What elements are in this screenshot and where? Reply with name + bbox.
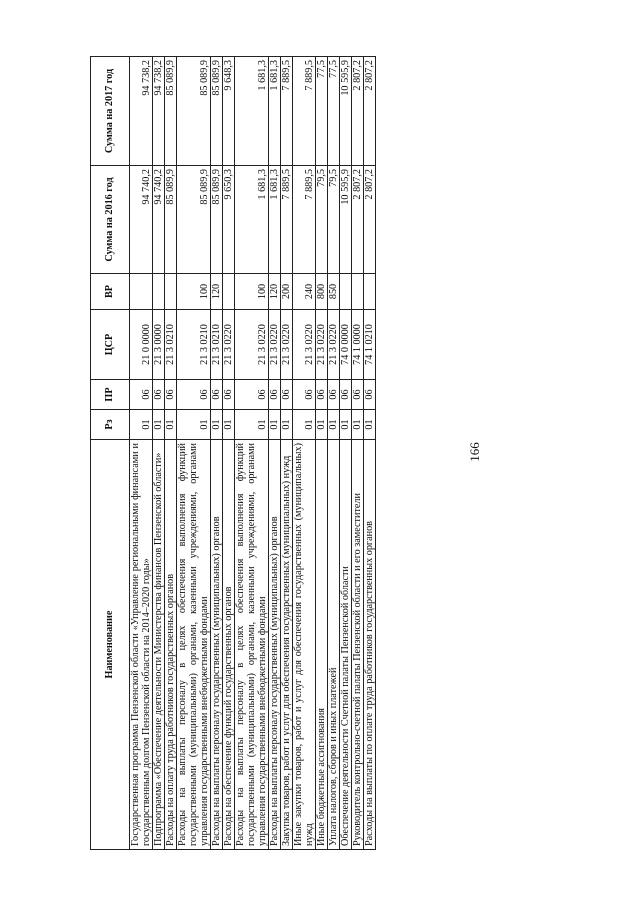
- cell-sum-2017: 1 681,3: [235, 57, 269, 166]
- page-number: 166: [467, 442, 482, 462]
- cell-name: Государственная программа Пензенской области «Управление региональными финансами и государственным долгом Пензенской области на 2014–2020 годы»: [130, 440, 153, 850]
- cell-sum-2016: 85 089,9: [211, 166, 223, 274]
- cell-vr: 800: [316, 274, 328, 310]
- cell-name: Расходы на обеспечение функций государственных органов: [223, 440, 235, 850]
- cell-sum-2016: 85 089,9: [165, 166, 177, 274]
- cell-sum-2017: 2 807,2: [352, 57, 364, 166]
- cell-rz: 01: [235, 410, 269, 440]
- cell-sum-2016: 2 807,2: [352, 166, 364, 274]
- cell-vr: 100: [235, 274, 269, 310]
- cell-pr: 06: [340, 380, 352, 410]
- cell-sum-2016: 2 807,2: [364, 166, 376, 274]
- cell-name: Закупка товаров, работ и услуг для обеспечения государственных (муниципальных) нужд: [281, 440, 293, 850]
- header-sum-2016: Сумма на 2016 год: [91, 166, 130, 274]
- cell-csr: 21 3 0210: [165, 310, 177, 380]
- cell-name: Уплата налогов, сборов и иных платежей: [328, 440, 340, 850]
- cell-csr: 74 1 0000: [352, 310, 364, 380]
- cell-vr: [352, 274, 364, 310]
- cell-name: Расходы на оплату труда работников государственных органов: [165, 440, 177, 850]
- cell-csr: 21 0 0000: [130, 310, 153, 380]
- table-row: [177, 57, 211, 850]
- cell-rz: 01: [352, 410, 364, 440]
- table-row: [364, 57, 376, 850]
- cell-sum-2016: 7 889,5: [293, 166, 316, 274]
- cell-name: Обеспечение деятельности Счетной палаты Пензенской области: [340, 440, 352, 850]
- cell-pr: 06: [293, 380, 316, 410]
- cell-csr: 74 0 0000: [340, 310, 352, 380]
- header-vr: ВР: [91, 274, 130, 310]
- table-body: [130, 57, 376, 850]
- cell-pr: 06: [223, 380, 235, 410]
- cell-vr: [364, 274, 376, 310]
- cell-sum-2016: 7 889,5: [281, 166, 293, 274]
- cell-pr: 06: [352, 380, 364, 410]
- cell-sum-2016: 85 089,9: [177, 166, 211, 274]
- cell-name: Расходы на выплаты по оплате труда работников государственных органов: [364, 440, 376, 850]
- cell-sum-2017: 94 738,2: [153, 57, 165, 166]
- cell-sum-2016: 10 595,9: [340, 166, 352, 274]
- cell-csr: 21 3 0220: [223, 310, 235, 380]
- cell-csr: 21 3 0220: [269, 310, 281, 380]
- cell-pr: 06: [211, 380, 223, 410]
- cell-pr: 06: [177, 380, 211, 410]
- cell-rz: 01: [211, 410, 223, 440]
- cell-pr: 06: [235, 380, 269, 410]
- cell-csr: 21 3 0210: [177, 310, 211, 380]
- cell-pr: 06: [364, 380, 376, 410]
- cell-sum-2017: 7 889,5: [281, 57, 293, 166]
- cell-csr: 21 3 0220: [328, 310, 340, 380]
- table-row: [269, 57, 281, 850]
- table-row: [223, 57, 235, 850]
- cell-csr: 21 3 0220: [316, 310, 328, 380]
- cell-sum-2017: 94 738,2: [130, 57, 153, 166]
- cell-sum-2017: 7 889,5: [293, 57, 316, 166]
- cell-sum-2017: 77,5: [328, 57, 340, 166]
- cell-pr: 06: [281, 380, 293, 410]
- cell-rz: 01: [293, 410, 316, 440]
- cell-vr: 200: [281, 274, 293, 310]
- cell-sum-2017: 85 089,9: [211, 57, 223, 166]
- table-row: [340, 57, 352, 850]
- cell-vr: 120: [211, 274, 223, 310]
- header-sum-2017: Сумма на 2017 год: [91, 57, 130, 166]
- cell-sum-2016: 9 650,3: [223, 166, 235, 274]
- cell-sum-2016: 79,5: [316, 166, 328, 274]
- cell-sum-2017: 10 595,9: [340, 57, 352, 166]
- cell-vr: [130, 274, 153, 310]
- table-row: [281, 57, 293, 850]
- cell-pr: 06: [316, 380, 328, 410]
- cell-sum-2016: 1 681,3: [235, 166, 269, 274]
- cell-sum-2017: 2 807,2: [364, 57, 376, 166]
- cell-csr: 21 3 0000: [153, 310, 165, 380]
- cell-rz: 01: [340, 410, 352, 440]
- cell-pr: 06: [269, 380, 281, 410]
- table-row: [352, 57, 364, 850]
- cell-rz: 01: [328, 410, 340, 440]
- cell-vr: 120: [269, 274, 281, 310]
- table-row: [153, 57, 165, 850]
- cell-name: Расходы на выплаты персоналу государственных (муниципальных) органов: [211, 440, 223, 850]
- cell-name: Иные бюджетные ассигнования: [316, 440, 328, 850]
- table-row: [165, 57, 177, 850]
- table-header-row: [91, 57, 130, 850]
- cell-sum-2016: 1 681,3: [269, 166, 281, 274]
- cell-csr: 21 3 0220: [293, 310, 316, 380]
- budget-table: [90, 56, 376, 850]
- cell-csr: 21 3 0220: [235, 310, 269, 380]
- cell-csr: 21 3 0210: [211, 310, 223, 380]
- cell-sum-2017: 85 089,9: [177, 57, 211, 166]
- table-row: [328, 57, 340, 850]
- table-row: [130, 57, 153, 850]
- cell-vr: 100: [177, 274, 211, 310]
- cell-pr: 06: [153, 380, 165, 410]
- cell-vr: [223, 274, 235, 310]
- cell-vr: 850: [328, 274, 340, 310]
- cell-rz: 01: [223, 410, 235, 440]
- cell-sum-2017: 1 681,3: [269, 57, 281, 166]
- cell-rz: 01: [269, 410, 281, 440]
- cell-name: Расходы на выплаты персоналу в целях обеспечения выполнения функций государственными (муниципальными) органами, казенными учреждениями, органами управления государственными внебюджетными фондами: [235, 440, 269, 850]
- cell-sum-2017: 9 648,3: [223, 57, 235, 166]
- table-row: [316, 57, 328, 850]
- cell-sum-2016: 94 740,2: [153, 166, 165, 274]
- table-row: [211, 57, 223, 850]
- cell-csr: 21 3 0220: [281, 310, 293, 380]
- header-pr: ПР: [91, 380, 130, 410]
- cell-vr: [340, 274, 352, 310]
- table-wrapper: [90, 57, 517, 850]
- cell-name: Расходы на выплаты персоналу в целях обеспечения выполнения функций государственными (муниципальными) органами, казенными учреждениями, органами управления государственными внебюджетными фондами: [177, 440, 211, 850]
- rotated-table-container: [90, 57, 517, 850]
- cell-vr: 240: [293, 274, 316, 310]
- cell-rz: 01: [281, 410, 293, 440]
- cell-pr: 06: [328, 380, 340, 410]
- cell-rz: 01: [177, 410, 211, 440]
- cell-sum-2017: 77,5: [316, 57, 328, 166]
- cell-rz: 01: [130, 410, 153, 440]
- table-row: [293, 57, 316, 850]
- cell-sum-2017: 85 089,9: [165, 57, 177, 166]
- cell-sum-2016: 79,5: [328, 166, 340, 274]
- cell-rz: 01: [153, 410, 165, 440]
- cell-sum-2016: 94 740,2: [130, 166, 153, 274]
- cell-pr: 06: [165, 380, 177, 410]
- header-name: Наименование: [91, 440, 130, 850]
- cell-rz: 01: [165, 410, 177, 440]
- cell-name: Подпрограмма «Обеспечение деятельности Министерства финансов Пензенской области»: [153, 440, 165, 850]
- cell-pr: 06: [130, 380, 153, 410]
- cell-csr: 74 1 0210: [364, 310, 376, 380]
- header-csr: ЦСР: [91, 310, 130, 380]
- cell-rz: 01: [316, 410, 328, 440]
- cell-rz: 01: [364, 410, 376, 440]
- cell-name: Иные закупки товаров, работ и услуг для обеспечения государственных (муниципальных) нужд: [293, 440, 316, 850]
- header-rz: Рз: [91, 410, 130, 440]
- cell-name: Расходы на выплаты персоналу государственных (муниципальных) органов: [269, 440, 281, 850]
- cell-vr: [153, 274, 165, 310]
- table-row: [235, 57, 269, 850]
- cell-vr: [165, 274, 177, 310]
- cell-name: Руководитель контрольно-счетной палаты Пензенской области и его заместители: [352, 440, 364, 850]
